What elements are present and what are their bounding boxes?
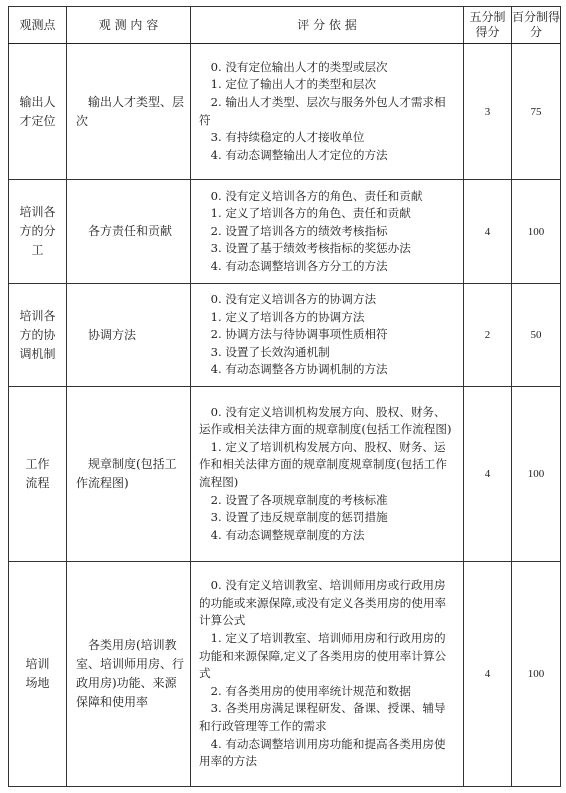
hundred-score-cell: 100	[512, 180, 561, 284]
point-cell	[9, 180, 67, 284]
basis-cell	[191, 562, 464, 787]
basis-line: 4. 有动态调整输出人才定位的方法	[210, 147, 388, 162]
content-cell	[67, 387, 191, 562]
header-basis: 评 分 依 据	[191, 7, 464, 44]
hundred-score-cell: 50	[512, 284, 561, 387]
content-text: 各类用房(培训教室、培训师用房、行政用房)功能、来源保障和使用率	[76, 638, 185, 709]
evaluation-table	[8, 6, 561, 787]
basis-line: 0. 没有定义培训教室、培训师用房或行政用房的功能或来源保障,或没有定义各类用房的使用率计算公式	[199, 578, 447, 628]
evaluation-table-container	[8, 6, 560, 787]
basis-line: 2. 设置了培训各方的绩效考核指标	[210, 223, 388, 238]
five-score-cell: 4	[464, 180, 512, 284]
five-score-cell: 4	[464, 387, 512, 562]
basis-cell	[191, 180, 464, 284]
basis-line: 0. 没有定义培训各方的角色、责任和贡献	[210, 188, 423, 203]
basis-line: 1. 定义了培训机构发展方向、股权、财务、运作和相关法律方面的规章制度规章制度(包括工作流程图)	[199, 439, 447, 489]
basis-line: 3. 设置了长效沟通机制	[210, 344, 330, 359]
content-cell	[67, 44, 191, 180]
point-text: 工作流程	[25, 457, 50, 490]
point-text: 培训各方的分工	[19, 205, 56, 257]
hundred-score-cell: 100	[512, 562, 561, 787]
basis-line: 3. 有持续稳定的人才接收单位	[210, 130, 365, 145]
basis-cell	[191, 284, 464, 387]
basis-line: 1. 定义了培训各方的角色、责任和贡献	[210, 206, 411, 221]
hundred-score-cell: 75	[512, 44, 561, 180]
basis-line: 2. 设置了各项规章制度的考核标准	[210, 492, 388, 507]
point-text: 培训场地	[25, 657, 50, 690]
header-five-score: 五分制得分	[464, 7, 512, 44]
five-score-cell: 3	[464, 44, 512, 180]
basis-line: 2. 输出人才类型、层次与服务外包人才需求相符	[199, 94, 446, 127]
table-row	[9, 44, 561, 180]
point-cell	[9, 387, 67, 562]
basis-line: 0. 没有定义培训各方的协调方法	[210, 292, 377, 307]
basis-cell	[191, 387, 464, 562]
basis-line: 1. 定义了培训教室、培训师用房和行政用房的功能和来源保障,定义了各类用房的使用率计算公式	[199, 631, 447, 681]
header-hundred-score: 百分制得分	[512, 7, 561, 44]
basis-line: 3. 设置了基于绩效考核指标的奖惩办法	[210, 241, 411, 256]
header-row	[9, 7, 561, 44]
table-row	[9, 180, 561, 284]
content-cell	[67, 562, 191, 787]
header-point: 观测点	[9, 7, 67, 44]
point-cell	[9, 284, 67, 387]
content-text: 输出人才类型、层次	[76, 94, 185, 128]
point-cell	[9, 562, 67, 787]
content-text: 协调方法	[88, 327, 137, 342]
basis-line: 4. 有动态调整培训用房功能和提高各类用房使用率的方法	[199, 736, 446, 769]
basis-line: 1. 定位了输出人才的类型和层次	[210, 77, 377, 92]
content-text: 规章制度(包括工作流程图)	[76, 457, 177, 490]
point-text: 培训各方的协调机制	[19, 308, 56, 361]
basis-line: 3. 各类用房满足课程研发、备课、授课、辅导和行政管理等工作的需求	[199, 701, 446, 733]
content-text: 各方责任和贡献	[88, 224, 173, 238]
basis-line: 4. 有动态调整培训各方分工的方法	[210, 258, 388, 273]
basis-line: 0. 没有定位输出人才的类型或层次	[210, 59, 388, 74]
basis-line: 4. 有动态调整各方协调机制的方法	[210, 362, 388, 377]
content-cell	[67, 180, 191, 284]
basis-line: 0. 没有定义培训机构发展方向、股权、财务、运作或相关法律方面的规章制度(包括工作流程图)	[199, 404, 452, 437]
basis-line: 4. 有动态调整规章制度的方法	[210, 527, 365, 542]
header-content: 观 测 内 容	[67, 7, 191, 44]
basis-line: 3. 设置了违反规章制度的惩罚措施	[210, 510, 388, 525]
basis-line: 2. 有各类用房的使用率统计规范和数据	[210, 683, 411, 698]
hundred-score-cell: 100	[512, 387, 561, 562]
point-cell	[9, 44, 67, 180]
basis-line: 2. 协调方法与待协调事项性质相符	[210, 327, 388, 342]
basis-cell	[191, 44, 464, 180]
five-score-cell: 2	[464, 284, 512, 387]
point-text: 输出人才定位	[19, 94, 56, 128]
table-row	[9, 284, 561, 387]
table-row	[9, 387, 561, 562]
five-score-cell: 4	[464, 562, 512, 787]
table-row	[9, 562, 561, 787]
basis-line: 1. 定义了培训各方的协调方法	[210, 309, 365, 324]
content-cell	[67, 284, 191, 387]
